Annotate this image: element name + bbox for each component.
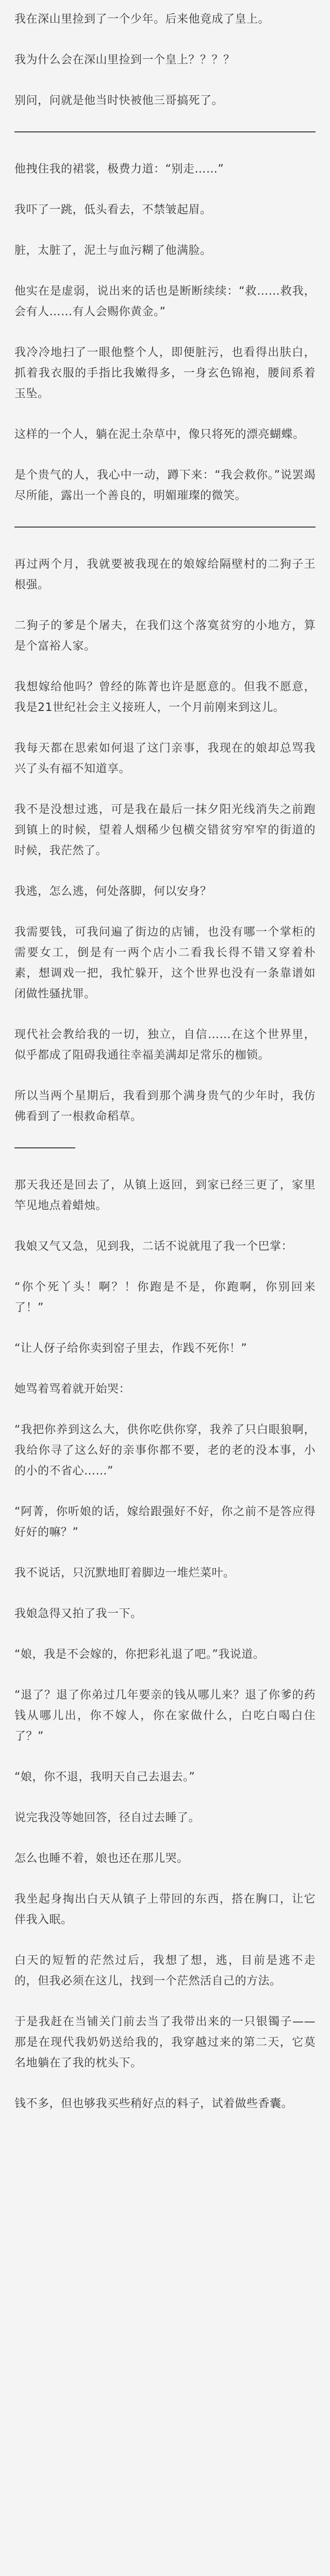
paragraph: 别问，问就是他当时快被他三哥搞死了。 bbox=[14, 94, 224, 107]
section-divider bbox=[14, 1147, 75, 1148]
section-divider bbox=[14, 131, 316, 132]
paragraph: “退了？退了你弟过几年要亲的钱从哪儿来？退了你爹的药钱从哪儿出，你不嫁人，你在家做什么，白吃白喝白住了？” bbox=[14, 1689, 316, 1743]
paragraph: “娘，你不退，我明天自己去退去。” bbox=[14, 1771, 195, 1784]
paragraph: 她骂着骂着就开始哭： bbox=[14, 1383, 131, 1396]
paragraph: 我每天都在思索如何退了这门亲事，我现在的娘却总骂我兴了头有福不知道享。 bbox=[14, 742, 316, 775]
paragraph: 脏，太脏了，泥土与血污糊了他满脸。 bbox=[14, 244, 212, 257]
paragraph: 我坐起身掏出白天从镇子上带回的东西，搭在胸口，让它伴我入眠。 bbox=[14, 1893, 316, 1926]
paragraph: 说完我没等她回答，径自过去睡了。 bbox=[14, 1811, 201, 1824]
paragraph: 我在深山里捡到了一个少年。后来他竟成了皇上。 bbox=[14, 13, 270, 26]
paragraph: 我逃，怎么逃，何处落脚，何以安身？ bbox=[14, 885, 212, 898]
paragraph: “我把你养到这么大，供你吃供你穿，我养了只白眼狼啊，我给你寻了这么好的亲事你都不要，老的老的没本事，小的小的不省心……” bbox=[14, 1423, 316, 1478]
paragraph: 这样的一个人，躺在泥土杂草中，像只将死的漂亮蝴蝶。 bbox=[14, 428, 305, 441]
paragraph: 是个贵气的人，我心中一动，蹲下来：“我会救你。”说罢竭尽所能，露出一个善良的，明媚璀璨的微笑。 bbox=[14, 469, 316, 502]
paragraph: 现代社会教给我的一切，独立，自信……在这个世界里，似乎都成了阻碍我通往幸福美满却足常乐的枷锁。 bbox=[14, 1028, 316, 1062]
paragraph: “阿菁，你听娘的话，嫁给跟强好不好，你之前不是答应得好好的嘛？” bbox=[14, 1505, 316, 1539]
paragraph: 我娘又气又急，见到我，二话不说就甩了我一个巴掌： bbox=[14, 1240, 293, 1253]
paragraph: 我不是没想过逃，可是我在最后一抹夕阳光线消失之前跑到镇上的时候，望着人烟稀少包横交错贫穷窄窄的街道的时候，我茫然了。 bbox=[14, 803, 316, 857]
paragraph: 我想嫁给他吗？曾经的陈菁也许是愿意的。但我不愿意，我是21世纪社会主义接班人，一个月前刚来到这儿。 bbox=[14, 681, 316, 714]
paragraph: 于是我赶在当铺关门前去当了我带出来的一只银镯子——那是在现代我奶奶送给我的，我穿越过来的第二天，它莫名地躺在了我的枕头下。 bbox=[14, 2015, 316, 2070]
section-divider bbox=[14, 527, 316, 528]
paragraph: 我为什么会在深山里捡到一个皇上？？？？ bbox=[14, 54, 235, 66]
paragraph: 怎么也睡不着，娘也还在那儿哭。 bbox=[14, 1852, 189, 1865]
paragraph: “你个死丫头！啊？！你跑是不是，你跑啊，你别回来了！” bbox=[14, 1281, 316, 1314]
paragraph: 他实在是虚弱，说出来的话也是断断续续：“救……救我，会有人……有人会赐你黄金。” bbox=[14, 285, 316, 318]
paragraph: 再过两个月，我就要被我现在的娘嫁给隔壁村的二狗子王根强。 bbox=[14, 558, 316, 591]
paragraph: “娘，我是不会嫁的，你把彩礼退了吧。”我说道。 bbox=[14, 1648, 265, 1661]
paragraph: 二狗子的爹是个屠夫，在我们这个落寞贫穷的小地方，算是个富裕人家。 bbox=[14, 619, 316, 653]
paragraph: 我娘急得又拍了我一下。 bbox=[14, 1607, 142, 1620]
paragraph: “让人伢子给你卖到窑子里去，作践不死你！” bbox=[14, 1342, 248, 1355]
paragraph: 钱不多，但也够我买些稍好点的料子，试着做些香囊。 bbox=[14, 2097, 293, 2110]
paragraph: 我吓了一跳，低头看去，不禁皱起眉。 bbox=[14, 204, 212, 216]
paragraph: 我需要钱，可我问遍了街边的店铺，也没有哪一个掌柜的需要女工，倒是有一两个店小二看我长得不错又穿着朴素，想调戏一把，我忙躲开，这个世界也没有一条靠谱如闭做性骚扰罪。 bbox=[14, 926, 316, 1001]
paragraph: 所以当两个星期后，我看到那个满身贵气的少年时，我仿佛看到了一根救命稻草。 bbox=[14, 1090, 316, 1123]
paragraph: 白天的短暂的茫然过后，我想了想，逃，目前是逃不走的，但我必须在这儿，找到一个茫然活自己的方法。 bbox=[14, 1954, 316, 1988]
paragraph: 那天我还是回去了，从镇上返回，到家已经三更了，家里竿见地点着蜡烛。 bbox=[14, 1179, 316, 1212]
paragraph: 我不说话，只沉默地盯着脚边一堆烂菜叶。 bbox=[14, 1567, 235, 1580]
paragraph: 我冷冷地扫了一眼他整个人，即便脏污，也看得出肤白，抓着我衣服的手指比我嫩得多，一身玄色锦袍，腰间系着玉坠。 bbox=[14, 346, 316, 400]
paragraph: 他拽住我的裙裳，极费力道：“别走……” bbox=[14, 163, 224, 176]
